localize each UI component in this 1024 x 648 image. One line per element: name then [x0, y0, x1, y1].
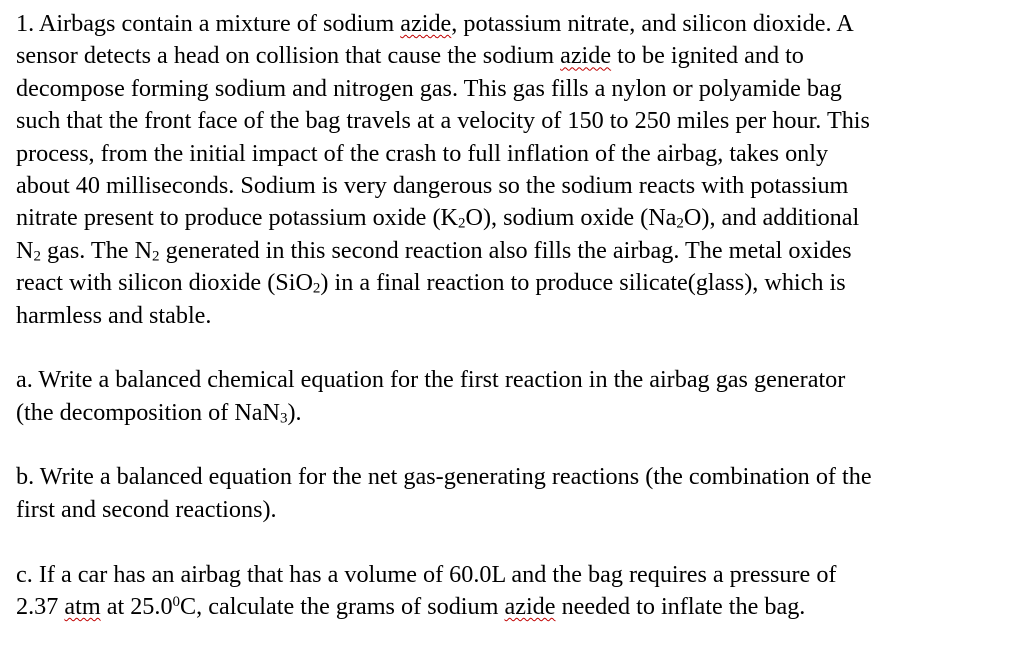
text-line — [16, 8, 1016, 40]
text-run: O), sodium oxide (Na — [465, 204, 677, 232]
text-run: a. Write a balanced chemical equation for the first reaction in the airbag gas generator — [16, 366, 846, 394]
text-run: at 25.0 — [100, 593, 173, 621]
spellcheck-flagged-word: atm — [64, 593, 101, 621]
part-a-paragraph — [16, 364, 1016, 429]
text-run: nitrate present to produce potassium oxide (K — [16, 204, 458, 232]
subscript: 3 — [279, 410, 288, 427]
text-run: gas. The N — [40, 236, 153, 264]
text-run: decompose forming sodium and nitrogen gas. This gas fills a nylon or polyamide bag — [16, 74, 842, 102]
text-line — [16, 170, 1016, 202]
text-line — [16, 364, 1016, 396]
paragraph-spacer — [16, 526, 1016, 558]
text-run: react with silicon dioxide (SiO — [16, 269, 313, 297]
text-line — [16, 40, 1016, 72]
text-run: generated in this second reaction also fills the airbag. The metal oxides — [159, 236, 852, 264]
text-run: C, calculate the grams of sodium — [180, 593, 505, 621]
spellcheck-flagged-word: azide — [560, 42, 612, 70]
text-line — [16, 300, 1016, 332]
text-line — [16, 138, 1016, 170]
text-run: needed to inflate the bag. — [555, 593, 806, 621]
text-run: process, from the initial impact of the crash to full inflation of the airbag, takes only — [16, 139, 829, 167]
subscript: 2 — [312, 280, 321, 297]
spellcheck-flagged-word: azide — [504, 593, 556, 621]
text-line — [16, 591, 1016, 623]
text-run: , potassium nitrate, and silicon dioxide. A — [451, 10, 854, 37]
text-run: N — [16, 236, 34, 264]
subscript: 2 — [33, 248, 41, 265]
text-line — [16, 73, 1016, 105]
text-line — [16, 267, 1016, 299]
text-run: 1. Airbags contain a mixture of sodium — [16, 10, 401, 37]
text-run: to be ignited and to — [611, 42, 804, 70]
text-line — [16, 105, 1016, 137]
text-run: such that the front face of the bag travels at a velocity of 150 to 250 miles per hour. This — [16, 107, 870, 135]
text-run: O), and additional — [683, 204, 860, 232]
text-run: 2.37 — [16, 593, 65, 621]
text-run: ) in a final reaction to produce silicate(glass), which is — [320, 269, 846, 297]
text-run: sensor detects a head on collision that cause the sodium — [16, 42, 561, 70]
text-line — [16, 494, 1016, 526]
paragraph-spacer — [16, 332, 1016, 364]
subscript: 2 — [676, 216, 684, 233]
text-run: first and second reactions). — [16, 495, 277, 523]
text-line — [16, 559, 1016, 591]
superscript: 0 — [172, 593, 181, 610]
text-run: c. If a car has an airbag that has a volume of 60.0L and the bag requires a pressure of — [16, 560, 837, 588]
part-b-paragraph — [16, 461, 1016, 526]
text-line — [16, 397, 1016, 429]
question-paragraph — [16, 8, 1016, 332]
subscript: 2 — [457, 216, 466, 233]
text-line — [16, 202, 1016, 234]
subscript: 2 — [152, 248, 160, 265]
text-line — [16, 235, 1016, 267]
part-c-paragraph — [16, 559, 1016, 624]
text-run: about 40 milliseconds. Sodium is very dangerous so the sodium reacts with potassium — [16, 171, 849, 199]
paragraph-spacer — [16, 429, 1016, 461]
spellcheck-flagged-word: azide — [400, 10, 452, 37]
text-run: harmless and stable. — [16, 301, 212, 329]
document-body — [16, 8, 1016, 623]
text-run: ). — [287, 398, 302, 426]
text-line — [16, 461, 1016, 493]
text-run: (the decomposition of NaN — [16, 398, 280, 426]
text-run: b. Write a balanced equation for the net gas-generating reactions (the combination of the — [16, 463, 872, 491]
